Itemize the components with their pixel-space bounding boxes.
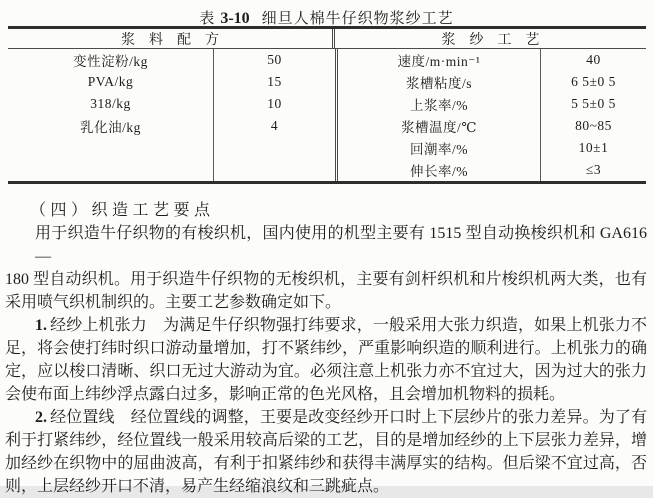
list-number: 1. xyxy=(35,317,47,334)
empty-cell xyxy=(8,137,213,159)
section-heading: （四）织造工艺要点 xyxy=(30,202,215,219)
param-cell: 浆槽粘度/s xyxy=(335,71,540,93)
param-cell: 乳化油/kg xyxy=(80,120,141,135)
table-header-right: 浆纱工艺 xyxy=(441,32,554,48)
value-cell: 10±1 xyxy=(540,137,646,159)
value-cell: 50 xyxy=(213,49,335,71)
paragraph-line: 用于织造牛仔织物的有梭织机，国内使用的机型主要有 1515 型自动换梭织机和 GA616— xyxy=(35,225,647,265)
sizing-process-table xyxy=(8,26,646,184)
param-cell: 变性淀粉/kg xyxy=(73,54,148,69)
table-header-row xyxy=(8,29,646,49)
empty-cell xyxy=(213,159,335,181)
table-title-number: 3-10 xyxy=(220,10,250,27)
empty-cell xyxy=(8,159,213,181)
table-title-label: 表 xyxy=(199,11,216,27)
empty-cell xyxy=(213,137,335,159)
paragraph-line: 足，将会使打纬时织口游动量增加，打不紧纬纱，严重影响织造的顺利进行。上机张力的确 xyxy=(5,340,647,357)
value-cell: 80~85 xyxy=(540,115,646,137)
param-cell: 速度/m·min⁻¹ xyxy=(335,49,540,71)
paragraph-line: 利于打紧纬纱，经位置线一般采用较高后梁的工艺，目的是增加经纱的上下层张力差异，增 xyxy=(5,432,647,449)
paragraph-text: 经位置线 经位置线的调整，王要是改变经纱开口时上下层纱片的张力差异。为了有 xyxy=(50,409,647,426)
value-cell: ≤3 xyxy=(540,159,646,181)
body-text xyxy=(5,199,647,498)
paragraph-line: 会使布面上纬纱浮点露白过多，影响正常的色光风格，且会增加机物料的损耗。 xyxy=(5,386,566,403)
paragraph-text: 经纱上机张力 为满足牛仔织物强打纬要求，一般采用大张力织造，如果上机张力不 xyxy=(50,317,647,334)
paragraph-line: 180 型自动织机。用于织造牛仔织物的无梭织机，主要有剑杆织机和片梭织机两大类，也有 xyxy=(5,271,647,288)
paragraph-line: 则，上层经纱开口不清，易产生经缩浪纹和三跳疵点。 xyxy=(5,478,390,495)
param-cell: 上浆率/% xyxy=(335,93,540,115)
list-number: 2. xyxy=(35,409,47,426)
paragraph-line: 定，应以梭口清晰、织口无过大游动为宜。必须注意上机张力亦不宜过大，因为过大的张力 xyxy=(5,363,647,380)
value-cell: 15 xyxy=(213,71,335,93)
param-cell: 伸长率/% xyxy=(335,159,540,181)
param-cell: PVA/kg xyxy=(87,74,134,89)
param-cell: 浆槽温度/℃ xyxy=(335,115,540,137)
paragraph-line xyxy=(5,314,647,337)
paragraph-line: 加经纱在织物中的屈曲波高，有利于扣紧纬纱和获得丰满厚实的结构。但后梁不宜过高，否 xyxy=(5,455,647,472)
param-cell: 318/kg xyxy=(90,96,131,111)
table-body xyxy=(8,49,646,181)
table-title xyxy=(0,0,653,26)
value-cell: 6 5±0 5 xyxy=(540,71,646,93)
table-header-left: 浆料配方 xyxy=(8,29,335,48)
paragraph-line: 采用喷气织机制织的。主要工艺参数确定如下。 xyxy=(5,294,342,311)
paragraph-line xyxy=(5,406,647,429)
value-cell: 4 xyxy=(213,115,335,137)
value-cell: 40 xyxy=(540,49,646,71)
param-cell: 回潮率/% xyxy=(335,137,540,159)
value-cell: 10 xyxy=(213,93,335,115)
table-title-caption: 细旦人棉牛仔织物浆纱工艺 xyxy=(261,11,454,27)
value-cell: 5 5±0 5 xyxy=(540,93,646,115)
